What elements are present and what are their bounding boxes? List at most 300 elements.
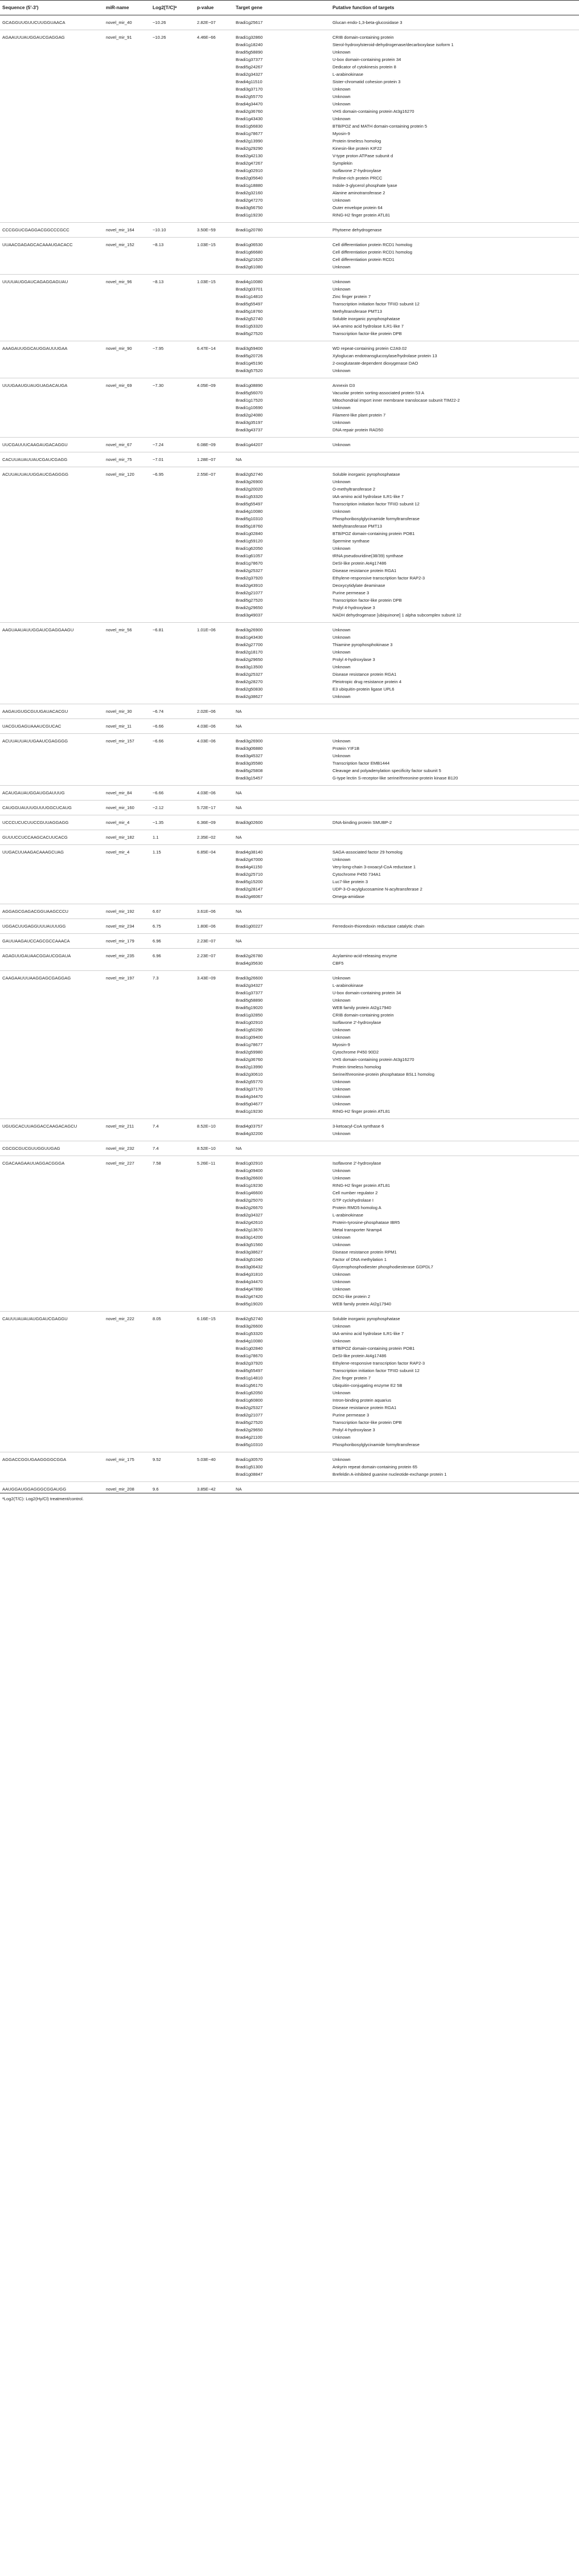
table-row <box>0 641 579 648</box>
table-row <box>0 582 579 589</box>
mir-name-cell: novel_mir_160 <box>104 801 150 815</box>
putative-function-cell: Spermine synthase <box>332 538 370 544</box>
mir-name-cell <box>104 1108 150 1119</box>
sequence-cell <box>0 93 104 100</box>
putative-function-cell: Protein YIF1B <box>332 746 360 751</box>
sequence-cell <box>0 108 104 115</box>
log2-cell <box>150 1404 195 1411</box>
target-gene-cell: Bradi4g34470 <box>236 1279 263 1284</box>
target-gene-cell: Bradi1g32860 <box>236 35 263 40</box>
sequence-cell: ACUUAUUAUUGGAUCGAGGGG <box>2 472 69 477</box>
log2-cell <box>150 100 195 108</box>
p-value-cell: 4.03E−06 <box>195 719 233 734</box>
mir-name-cell <box>104 500 150 508</box>
mir-name-cell: novel_mir_175 <box>106 1457 134 1462</box>
target-gene-cell: Bradi3g37170 <box>236 87 263 92</box>
table-row <box>0 971 579 982</box>
putative-function-cell: Protein timeless homolog <box>332 1064 381 1069</box>
putative-function-cell: Disease resistance protein RGA1 <box>332 1405 397 1410</box>
putative-function-cell <box>330 801 579 815</box>
target-gene-cell: NA <box>233 1141 330 1156</box>
target-gene-cell: Bradi3g02600 <box>233 815 330 830</box>
log2-cell: −10.26 <box>153 35 166 40</box>
sequence-cell <box>0 419 104 426</box>
target-gene-cell: Bradi3g56750 <box>236 205 263 210</box>
putative-function-cell: Luc7-like protein 3 <box>332 879 368 884</box>
mir-name-cell: novel_mir_84 <box>104 786 150 801</box>
target-gene-cell: Bradi2g46067 <box>233 893 330 904</box>
sequence-cell <box>0 1234 104 1241</box>
p-value-cell <box>195 567 233 574</box>
p-value-cell <box>195 989 233 997</box>
p-value-cell <box>195 893 233 904</box>
sequence-cell: CAUGGUAUUUGUUUGGCUCAUG <box>0 801 104 815</box>
mir-name-cell: novel_mir_235 <box>106 953 134 958</box>
mir-name-cell <box>104 1241 150 1248</box>
p-value-cell <box>195 426 233 438</box>
table-row <box>0 1352 579 1360</box>
table-row <box>0 1248 579 1256</box>
log2-cell <box>150 1108 195 1119</box>
sequence-cell <box>0 285 104 293</box>
mir-name-cell <box>104 1078 150 1085</box>
table-row <box>0 85 579 93</box>
p-value-cell <box>195 1041 233 1048</box>
log2-cell <box>150 537 195 545</box>
sequence-cell <box>0 1108 104 1119</box>
sequence-cell <box>0 574 104 582</box>
log2-cell <box>150 1434 195 1441</box>
sequence-cell: CAAGAAUUUAAGGAGCGAGGAG <box>2 975 71 981</box>
target-gene-cell: NA <box>233 801 330 815</box>
table-row <box>0 1482 579 1493</box>
table-row <box>0 1211 579 1219</box>
table-row <box>0 552 579 560</box>
log2-cell <box>150 1389 195 1397</box>
table-row <box>0 360 579 367</box>
target-gene-cell: Bradi5g25808 <box>236 768 263 773</box>
putative-function-cell: Unknown <box>332 1168 351 1173</box>
log2-cell <box>150 1397 195 1404</box>
mir-name-cell <box>104 1434 150 1441</box>
mir-name-cell <box>104 189 150 197</box>
p-value-cell <box>195 760 233 767</box>
putative-function-cell: Dedicator of cytokinesis protein 8 <box>332 64 396 70</box>
sequence-cell <box>0 1248 104 1256</box>
log2-cell <box>150 1352 195 1360</box>
log2-cell <box>150 1011 195 1019</box>
p-value-cell <box>195 1330 233 1337</box>
target-gene-cell: Bradi2g21077 <box>236 590 263 595</box>
target-gene-cell: Bradi5g18760 <box>236 524 263 529</box>
sequence-cell <box>0 1085 104 1093</box>
putative-function-cell: Purine permease 3 <box>332 1412 369 1418</box>
p-value-cell <box>195 515 233 522</box>
mir-name-cell <box>104 1263 150 1271</box>
p-value-cell: 2.23E−07 <box>197 953 216 958</box>
target-gene-cell: Bradi1g06530 <box>236 242 263 247</box>
putative-function-cell: Ankyrin repeat domain-containing protein 65 <box>332 1464 418 1469</box>
mir-name-cell <box>104 1056 150 1063</box>
mir-name-cell <box>104 137 150 145</box>
mir-name-cell <box>104 1234 150 1241</box>
sequence-cell <box>0 1345 104 1352</box>
target-gene-cell: Bradi2g13670 <box>236 1227 263 1232</box>
p-value-cell <box>195 263 233 275</box>
log2-cell <box>150 685 195 693</box>
table-row <box>0 30 579 42</box>
mir-name-cell <box>104 508 150 515</box>
log2-cell <box>150 248 195 256</box>
target-gene-cell: Bradi3g35197 <box>236 420 263 425</box>
target-gene-cell: Bradi2g47267 <box>236 161 263 166</box>
table-row <box>0 1293 579 1300</box>
putative-function-cell: Phosphoribosylglycinamide formyltransferase <box>332 516 420 521</box>
putative-function-cell: Unknown <box>332 627 351 632</box>
log2-cell <box>150 508 195 515</box>
putative-function-cell: Unknown <box>332 1287 351 1292</box>
mir-name-cell <box>104 878 150 885</box>
sequence-cell <box>0 885 104 893</box>
sequence-cell <box>0 893 104 904</box>
mir-name-cell: novel_mir_208 <box>104 1482 150 1493</box>
target-gene-cell: Bradi2g47000 <box>236 857 263 862</box>
mir-name-cell <box>104 315 150 322</box>
log2-cell <box>150 1182 195 1189</box>
putative-function-cell: DNA-binding protein SMUBP-2 <box>330 815 579 830</box>
putative-function-cell: Protein-tyrosine-phosphatase IBR5 <box>332 1220 400 1225</box>
putative-function-cell: Purine permease 3 <box>332 590 369 595</box>
putative-function-cell: O-methyltransferase 2 <box>332 487 376 492</box>
table-row <box>0 1056 579 1063</box>
log2-cell <box>150 1271 195 1278</box>
p-value-cell <box>195 308 233 315</box>
putative-function-cell: Isoflavone 2′-hydroxylase <box>332 1020 381 1025</box>
log2-cell <box>150 678 195 685</box>
sequence-cell <box>0 137 104 145</box>
sequence-cell <box>0 663 104 671</box>
log2-cell <box>150 1248 195 1256</box>
putative-function-cell: Unknown <box>332 664 351 669</box>
sequence-cell: CACUUAUAUUAUCGAUCGAGG <box>0 452 104 467</box>
sequence-cell <box>0 1011 104 1019</box>
sequence-cell <box>0 1197 104 1204</box>
table-row <box>0 604 579 611</box>
log2-cell <box>150 293 195 300</box>
putative-function-cell: Cytochrome P450 734A1 <box>332 872 381 877</box>
target-gene-cell: Bradi2g43910 <box>236 583 263 588</box>
sequence-cell <box>0 960 104 971</box>
table-row <box>0 815 579 830</box>
log2-cell: −6.66 <box>150 719 195 734</box>
log2-cell <box>150 411 195 419</box>
target-gene-cell: Bradi1g53320 <box>236 324 263 329</box>
sequence-cell: AGAGUUGAUAACGGAUCGGAUA <box>2 953 71 958</box>
mir-name-cell <box>104 1360 150 1367</box>
mir-name-cell <box>104 1063 150 1071</box>
p-value-cell <box>195 997 233 1004</box>
putative-function-cell: Unknown <box>332 1272 351 1277</box>
putative-function-cell: Cell differentiation protein RCD1 homolog <box>332 250 412 255</box>
sequence-cell <box>0 537 104 545</box>
putative-function-cell: Unknown <box>332 1087 351 1092</box>
log2-cell <box>150 1026 195 1034</box>
p-value-cell: 3.50E−59 <box>195 223 233 238</box>
mir-name-cell <box>104 352 150 360</box>
table-row <box>0 63 579 71</box>
target-gene-cell: NA <box>233 1482 330 1493</box>
log2-cell: −2.12 <box>150 801 195 815</box>
p-value-cell <box>195 1285 233 1293</box>
log2-cell <box>150 78 195 85</box>
p-value-cell <box>195 1093 233 1100</box>
mir-name-cell <box>104 1130 150 1141</box>
p-value-cell <box>195 1463 233 1471</box>
target-gene-cell: Bradi5g18760 <box>236 309 263 314</box>
table-row <box>0 1226 579 1234</box>
log2-cell <box>150 1263 195 1271</box>
mir-name-cell <box>104 767 150 774</box>
log2-cell: 6.96 <box>150 934 195 949</box>
table-row <box>0 478 579 485</box>
mir-name-cell <box>104 552 150 560</box>
target-gene-cell: Bradi1g44207 <box>233 438 330 452</box>
header-putative-function: Putative function of targets <box>330 1 579 15</box>
mir-name-cell <box>104 582 150 589</box>
mir-name-cell <box>104 522 150 530</box>
log2-cell <box>150 1374 195 1382</box>
sequence-cell <box>0 1293 104 1300</box>
target-gene-cell: NA <box>233 904 330 919</box>
p-value-cell: 1.03E−15 <box>197 279 216 284</box>
log2-cell <box>150 530 195 537</box>
p-value-cell: 6.16E−15 <box>197 1316 216 1321</box>
putative-function-cell: U-box domain-containing protein 34 <box>332 990 401 995</box>
target-gene-cell: Bradi1g78670 <box>236 561 263 566</box>
target-gene-cell: Bradi2g28147 <box>236 887 263 892</box>
sequence-cell <box>0 204 104 211</box>
log2-cell <box>150 204 195 211</box>
sequence-cell <box>0 685 104 693</box>
mir-name-cell: novel_mir_40 <box>104 15 150 30</box>
log2-cell <box>150 500 195 508</box>
table-row <box>0 71 579 78</box>
table-row <box>0 919 579 934</box>
log2-cell <box>150 41 195 48</box>
table-row <box>0 1034 579 1041</box>
mir-name-cell <box>104 1441 150 1452</box>
mir-name-cell <box>104 204 150 211</box>
putative-function-cell <box>330 786 579 801</box>
putative-function-cell: Unknown <box>330 367 579 378</box>
putative-function-cell: Isoflavone 2′-hydroxylase <box>332 1161 381 1166</box>
table-row <box>0 597 579 604</box>
putative-function-cell <box>330 1141 579 1156</box>
putative-function-cell: Transcription factor-like protein DPB <box>330 330 579 341</box>
log2-cell: 7.4 <box>153 1124 159 1129</box>
log2-cell <box>150 1093 195 1100</box>
sequence-cell: CGCGCGUCGUUGGUUGAG <box>0 1141 104 1156</box>
log2-cell <box>150 63 195 71</box>
p-value-cell: 6.36E−09 <box>195 815 233 830</box>
p-value-cell <box>195 1004 233 1011</box>
table-row <box>0 1452 579 1464</box>
table-row <box>0 1011 579 1019</box>
log2-cell <box>150 1463 195 1471</box>
sequence-cell <box>0 48 104 56</box>
table-row <box>0 560 579 567</box>
log2-cell: −6.81 <box>153 627 164 632</box>
p-value-cell <box>195 1397 233 1404</box>
table-row <box>0 1322 579 1330</box>
sequence-cell <box>0 515 104 522</box>
mir-name-cell <box>104 1293 150 1300</box>
mir-name-cell <box>104 1100 150 1108</box>
target-gene-cell: Bradi1g18240 <box>236 42 263 47</box>
log2-cell <box>150 960 195 971</box>
p-value-cell <box>195 1063 233 1071</box>
table-row <box>0 1374 579 1382</box>
sequence-cell <box>0 485 104 493</box>
putative-function-cell: Unknown <box>332 1235 351 1240</box>
table-row <box>0 300 579 308</box>
log2-cell <box>150 1219 195 1226</box>
target-gene-cell: Bradi4g32200 <box>233 1130 330 1141</box>
p-value-cell <box>195 1404 233 1411</box>
target-gene-cell: Bradi4g38140 <box>236 850 263 855</box>
sequence-cell: CGACAAGAAUUAGGACGGGA <box>2 1161 65 1166</box>
table-row <box>0 767 579 774</box>
putative-function-cell: Vacuolar protein sorting-associated protein 53 A <box>332 390 425 395</box>
p-value-cell: 8.52E−10 <box>195 1141 233 1156</box>
mir-name-cell <box>104 634 150 641</box>
log2-cell <box>150 426 195 438</box>
sequence-cell <box>0 189 104 197</box>
putative-function-cell: Sister-chromatid cohesion protein 3 <box>332 79 401 84</box>
sequence-cell <box>0 604 104 611</box>
sequence-cell <box>0 330 104 341</box>
mir-name-cell <box>104 197 150 204</box>
putative-function-cell: Unknown <box>332 1279 351 1284</box>
sequence-cell <box>0 597 104 604</box>
target-gene-cell: Bradi1g08847 <box>233 1471 330 1482</box>
table-row <box>0 352 579 360</box>
table-row <box>0 845 579 856</box>
table-row <box>0 537 579 545</box>
table-row <box>0 15 579 30</box>
sequence-cell: UUUUAUGGAUCAGAGGAGUAU <box>2 279 68 284</box>
mir-name-cell <box>104 78 150 85</box>
target-gene-cell: Bradi1g43430 <box>236 635 263 640</box>
sequence-cell: ACAUGAUAUGGAUGGAUUUG <box>0 786 104 801</box>
p-value-cell <box>195 160 233 167</box>
log2-cell <box>150 256 195 263</box>
sequence-cell: AGAAUUUAUGGAUCGAGGAG <box>2 35 65 40</box>
mir-name-cell <box>104 1174 150 1182</box>
table-row <box>0 404 579 411</box>
putative-function-cell: Ferredoxin-thioredoxin reductase catalytic chain <box>330 919 579 934</box>
log2-cell <box>150 1130 195 1141</box>
putative-function-cell: Factor of DNA methylation 1 <box>332 1257 387 1262</box>
target-gene-cell: Bradi2g37920 <box>236 1361 263 1366</box>
log2-cell <box>150 878 195 885</box>
mir-name-cell <box>104 515 150 522</box>
log2-cell: −6.66 <box>150 786 195 801</box>
sequence-cell <box>0 871 104 878</box>
target-gene-cell: Bradi3g37170 <box>236 1087 263 1092</box>
table-row <box>0 204 579 211</box>
sequence-cell <box>0 1093 104 1100</box>
sequence-cell <box>0 397 104 404</box>
table-row <box>0 871 579 878</box>
p-value-cell: 6.85E−04 <box>197 850 216 855</box>
putative-function-cell <box>330 904 579 919</box>
mir-name-cell <box>104 71 150 78</box>
log2-cell <box>150 315 195 322</box>
putative-function-cell: Prolyl 4-hydroxylase 3 <box>332 1427 375 1432</box>
log2-cell <box>150 604 195 611</box>
table-row <box>0 1337 579 1345</box>
putative-function-cell: E3 ubiquitin-protein ligase UPL6 <box>332 687 395 692</box>
sequence-cell <box>0 641 104 648</box>
sequence-cell: CAUUUAUAUAUGGAUCGAGGU <box>2 1316 68 1321</box>
putative-function-cell: Unknown <box>332 1027 351 1032</box>
table-row <box>0 1463 579 1471</box>
putative-function-cell: Prolyl 4-hydroxylase 3 <box>332 605 375 610</box>
p-value-cell <box>195 611 233 623</box>
p-value-cell <box>195 597 233 604</box>
log2-cell: 1.1 <box>150 830 195 845</box>
sequence-cell <box>0 182 104 189</box>
log2-cell <box>150 1293 195 1300</box>
target-gene-cell: Bradi2g50830 <box>236 687 263 692</box>
sequence-cell <box>0 1278 104 1285</box>
p-value-cell <box>195 256 233 263</box>
putative-function-cell: CBF5 <box>330 960 579 971</box>
p-value-cell: 2.35E−02 <box>195 830 233 845</box>
putative-function-cell: Mitochondrial import inner membrane translocase subunit TIM22-2 <box>332 398 460 403</box>
putative-function-cell <box>330 934 579 949</box>
table-row <box>0 485 579 493</box>
mir-name-cell <box>104 404 150 411</box>
p-value-cell <box>195 1271 233 1278</box>
putative-function-cell: Unknown <box>332 1094 351 1099</box>
target-gene-cell: Bradi1g19230 <box>233 1108 330 1119</box>
table-row <box>0 1285 579 1293</box>
table-row <box>0 438 579 452</box>
p-value-cell <box>195 1441 233 1452</box>
p-value-cell <box>195 174 233 182</box>
mir-name-cell <box>104 1189 150 1197</box>
p-value-cell <box>195 648 233 656</box>
p-value-cell: 1.28E−07 <box>195 452 233 467</box>
target-gene-cell: Bradi2g25070 <box>236 1198 263 1203</box>
table-row <box>0 285 579 293</box>
mir-name-cell <box>104 545 150 552</box>
table-row <box>0 174 579 182</box>
table-row <box>0 1019 579 1026</box>
mir-name-cell: novel_mir_232 <box>104 1141 150 1156</box>
target-gene-cell: Bradi2g52740 <box>236 472 263 477</box>
putative-function-cell: Isoflavone 2′-hydroxylase <box>332 168 381 173</box>
log2-cell <box>150 745 195 752</box>
table-row <box>0 197 579 204</box>
sequence-cell <box>0 648 104 656</box>
mir-name-cell <box>104 1352 150 1360</box>
log2-cell <box>150 893 195 904</box>
target-gene-cell: Bradi1g51300 <box>236 1464 263 1469</box>
sequence-cell <box>0 545 104 552</box>
